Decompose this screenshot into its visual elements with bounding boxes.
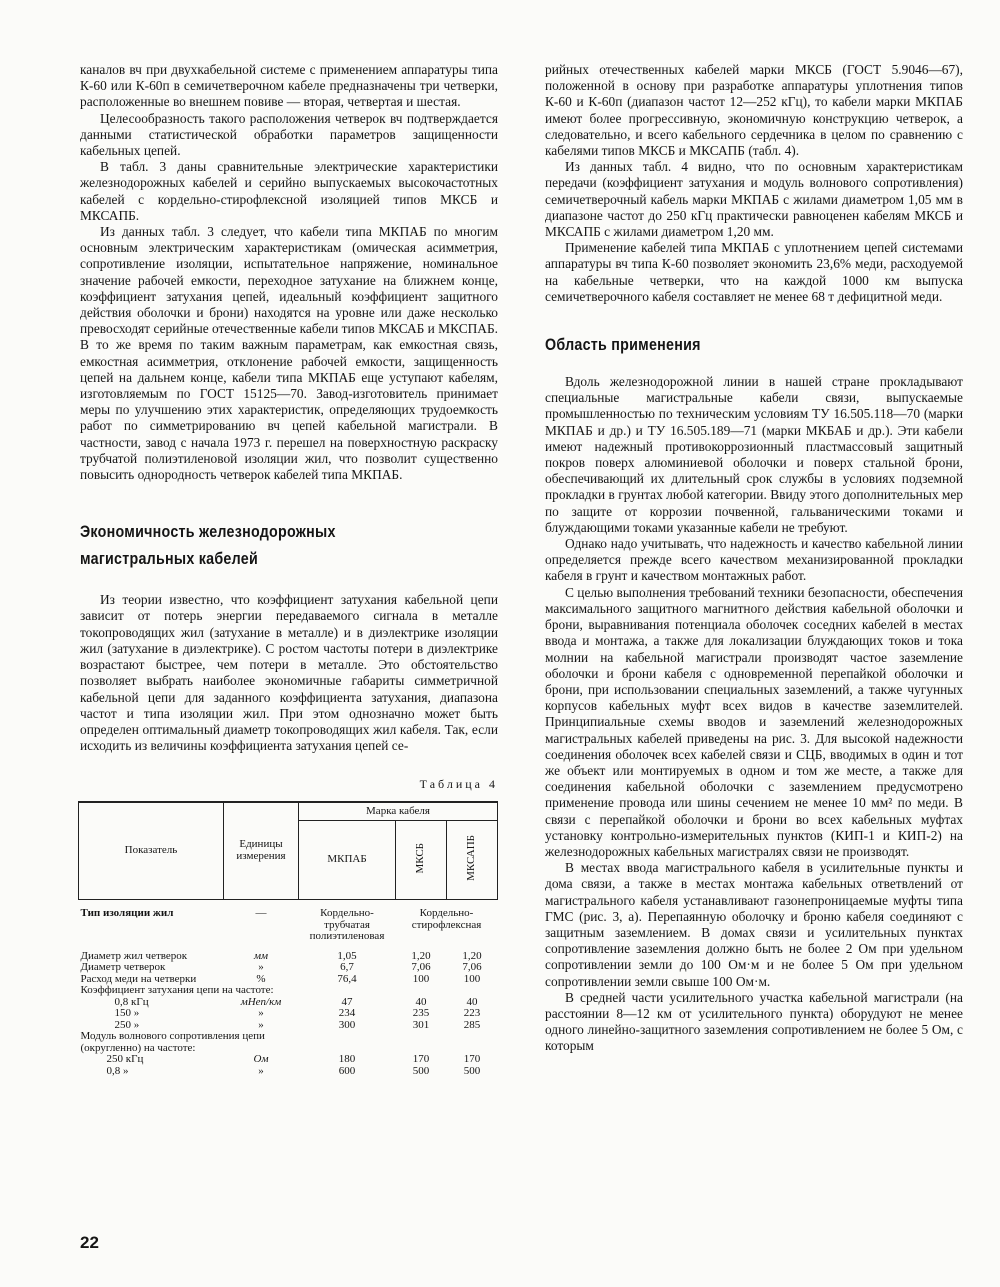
header-indicator: Показатель [79, 802, 224, 900]
header-units: Единицы измерения [224, 802, 299, 900]
header-mksapb: МКСАПБ [465, 835, 478, 882]
paragraph: В местах ввода магистрального кабеля в усилительные пункты и дома связи, а также в местах монтажа кабельных ответвлений от магистрального кабеля устанавливают газонепроницаемые муфты типа ГМС (рис. 3, а). Перепаянную оболочку и броню кабеля соединяют с защитным заземлением. В домах связи и усилительных пунктах сопротивление заземления должно быть не более 2 Ом при удельном сопротивлении земли до 100 Ом·м и не более 5 Ом при удельном сопротивлении земли свыше 100 Ом·м. [545, 860, 963, 989]
table-caption: Таблица 4 [419, 777, 498, 792]
paragraph: В табл. 3 даны сравнительные электрические характеристики железнодорожных кабелей и серийно выпускаемых высокочастотных кабелей с кордельно-стирофлексной изоляцией типов МКСБ и МКСАПБ. [80, 159, 498, 223]
table-row: Расход меди на четверки % 76,4 100 100 [80, 972, 481, 985]
paragraph: рийных отечественных кабелей марки МКСБ (ГОСТ 5.9046—67), положенной в основу при разработке аппаратуры уплотнения типов К-60 и К-60п (диапазон частот 12—252 кГц), то кабели марки МКПАБ имеют более прогрессивную, экономичную конструкцию четверок, а следовательно, и всего кабельного сердечника в целом по сравнению с кабелями типов МКСБ и МКСАПБ (табл. 4). [545, 62, 963, 159]
heading-line: магистральных кабелей [80, 549, 258, 569]
table-row: Диаметр жил четверок мм 1,05 1,20 1,20 [80, 949, 482, 962]
header-mksb: МКСБ [414, 843, 427, 874]
paragraph: В средней части усилительного участка кабельной магистрали (на расстоянии 8—12 км от усилительного пункта) оборудуют не менее одного линейно-защитного заземления сопротивлением не более 5 Ом, с которым [545, 989, 963, 1054]
paragraph: каналов вч при двухкабельной системе с применением аппаратуры типа К-60 или К-60п в семичетверочном кабеле предназначены три четверки, расположенные во внешнем повиве — вторая, четвертая и шестая. [80, 62, 498, 110]
table-row: 0,8 » » 600 500 500 [106, 1064, 481, 1077]
paragraph: Из данных табл. 3 следует, что кабели типа МКПАБ по многим основным электрическим характеристикам (омическая асимметрия, сопротивление изоляции, испытательное напряжение, номинальное значение рабочей емкости, переходное затухание на ближнем конце, коэффициент затухания цепей, идеальный коэффициент защитного действия оболочки и брони) находятся на уровне или даже несколько превосходят серийные отечественные кабели типов МКСАБ и МКСПАБ. В то же время по таким важным параметрам, как емкостная связь, емкостная асимметрия, отклонение рабочей емкости, защищенность цепей на дальнем конце, кабели типа МКПАБ еще уступают кабелям, изготовляемым по ГОСТ 15125—70. Завод-изготовитель принимает меры по улучшению этих характеристик, определяющих трудоемкость работ по симметрированию вч цепей кабельной магистрали. В частности, завод с начала 1973 г. перешел на поверхностную раскраску трубчатой полиэтиленовой изоляции жил, что позволит существенно повысить однородность четверок кабелей типа МКПАБ. [80, 224, 498, 483]
table-row: Диаметр четверок » 6,7 7,06 7,06 [80, 961, 482, 974]
section-heading-economy [80, 518, 431, 572]
table-row: Коэффициент затухания цепи на частоте: [80, 984, 274, 997]
heading-line: Экономичность железнодорожных [80, 522, 336, 542]
header-brand: Марка кабеля [299, 802, 498, 821]
table-row: 150 » » 234 235 223 [114, 1007, 481, 1020]
paragraph: С целью выполнения требований техники безопасности, обеспечения максимального защитного магнитного действия кабельной оболочки и брони, выравнивания потенциала оболочек соседних кабелей в местах ввода и монтажа, а также для локализации блуждающих токов и тока молнии на кабельной магистрали производят частое заземление оболочки и брони кабеля с одновременной перепайкой оболочки и брони, при использовании специальных заземлений, а также чугунных корпусов кабельных муфт всех видов в качестве заземлителей. Принципиальные схемы вводов и заземлений железнодорожных магистральных кабелей приведены на рис. 3. Для высокой надежности соединения оболочек всех кабелей связи и СЦБ, вводимых в один и тот же объект или монтируемых в одном и том же месте, а также для соединения кабельной оболочки с заземлением предусмотрено применение провода или шины сечением не менее 10 мм² по меди. В связи с перепайкой оболочки и брони во всех кабельных муфтах установку контрольно-измерительных пунктов (КИП-1 и КИП-2) на железнодорожных кабельных магистралях связи не производят. [545, 584, 963, 859]
cable-specs-table [78, 801, 498, 1078]
paragraph: Из теории известно, что коэффициент затухания кабельной цепи зависит от потерь энергии передаваемого сигнала в металле токопроводящих жил (затухание в металле) и в диэлектрике изоляции жил (затухание в диэлектрике). С ростом частоты потери в диэлектрике возрастают быстрее, чем потери в металле. Это обстоятельство позволяет выбрать наиболее экономичные габариты симметричной кабельной цепи для заданного коэффициента затухания, диапазона частот и типа изоляции жил. При этом однозначно может быть определен оптимальный диаметр токопроводящих жил кабеля. Так, если исходить из величины коэффициента затухания цепей се- [80, 592, 498, 754]
header-mkpab: МКПАБ [299, 821, 396, 900]
right-column [545, 62, 963, 1055]
paragraph: Из данных табл. 4 видно, что по основным характеристикам передачи (коэффициент затухания и модуль волнового сопротивления) семичетверочный кабель марки МКПАБ с жилами диаметром 1,05 мм в диапазоне частот до 250 кГц практически равноценен кабелям МКСБ и МКСАПБ с жилами диаметром 1,20 мм. [545, 159, 963, 240]
paragraph: Целесообразность такого расположения четверок вч подтверждается данными статистической обработки параметров защищенности кабельных цепей. [80, 110, 498, 159]
paragraph: Применение кабелей типа МКПАБ с уплотнением цепей системами аппаратуры вч типа К-60 позволяет экономить 23,6% меди, расходуемой на кабельные четверки, что на каждой 1000 км выпуска семичетверочного кабеля составляет не менее 68 т дефицитной меди. [545, 240, 963, 304]
table-row: 250 » » 300 301 285 [114, 1018, 481, 1031]
table-row: Тип изоляции жил — Кордельно-трубчатая полиэтиленовая Кордельно-стирофлексная [80, 907, 482, 943]
left-column [80, 62, 498, 1077]
paragraph: Однако надо учитывать, что надежность и качество кабельной линии определяется прежде всего качеством механизированной прокладки кабеля в грунт и качеством монтажных работ. [545, 536, 963, 584]
paragraph: Вдоль железнодорожной линии в нашей стране прокладывают специальные магистральные кабели связи, выпускаемые промышленностью по техническим условиям ТУ 16.505.118—70 (марки МКПАБ и др.) и ТУ 16.505.189—71 (марки МКБАБ и др.). Эти кабели имеют надежный противокоррозионный пластмассовый защитный покров поверх алюминиевой оболочки и поверх стальной брони, обеспечивающий их длительный срок службы в условиях подземной прокладки в грунтах любой категории. Ввиду этого дополнительных мер по защите от коррозии почвенной, гальваническими токами и блуждающими токами указанные кабели не требуют. [545, 374, 963, 535]
table-row: Модуль волнового сопротивления цепи (округленно) на частоте: [80, 1030, 265, 1054]
page-number: 22 [80, 1233, 99, 1252]
table-row: 250 кГц Ом 180 170 170 [106, 1053, 481, 1066]
header-mksb-cell [396, 821, 447, 900]
header-mksapb-cell [446, 821, 497, 900]
section-heading-application: Область применения [545, 335, 701, 355]
table-row: 0,8 кГц мНеп/км 47 40 40 [114, 995, 478, 1008]
